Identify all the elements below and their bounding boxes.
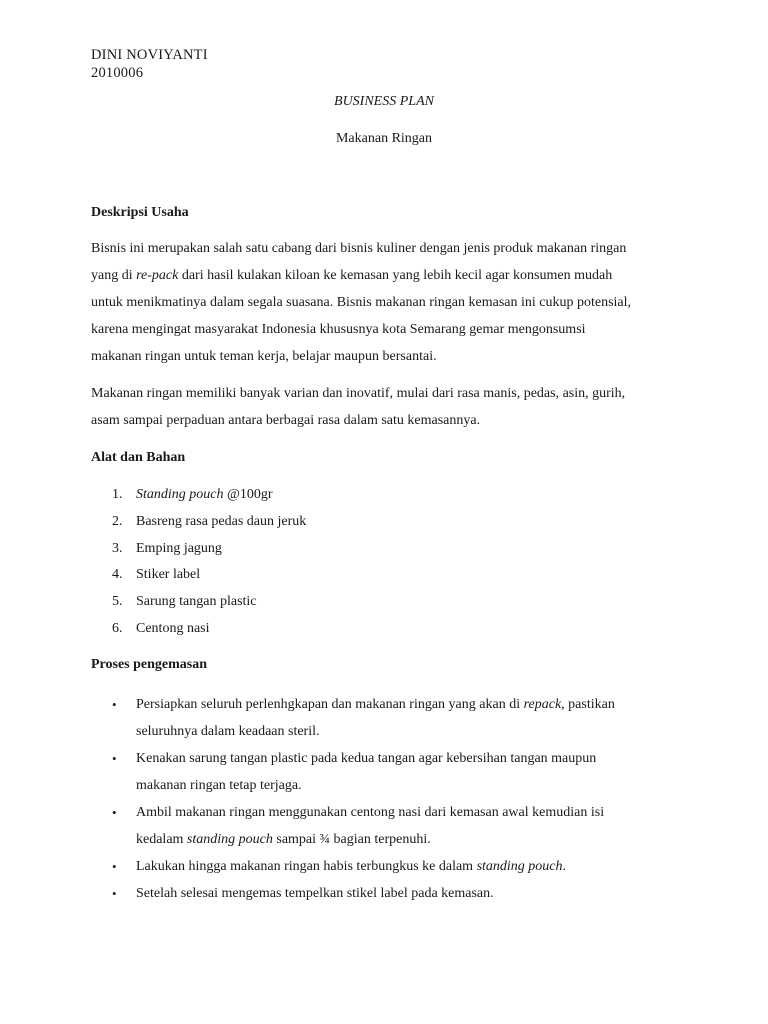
list-text: Stiker label xyxy=(136,567,201,583)
paragraph-line: yang di re-pack dari hasil kulakan kiloan ke kemasan yang lebih kecil agar konsumen mudah xyxy=(91,268,613,283)
italic-term: standing pouch xyxy=(476,859,563,874)
author-block xyxy=(91,46,208,82)
bullet-icon: • xyxy=(112,697,117,712)
list-number: 2. xyxy=(112,513,123,529)
list-number: 6. xyxy=(112,620,123,636)
document-subtitle: Makanan Ringan xyxy=(335,131,433,146)
list-text: Sarung tangan plastic xyxy=(136,594,257,610)
paragraph-line: Makanan ringan memiliki banyak varian dan inovatif, mulai dari rasa manis, pedas, asin, gurih, xyxy=(91,386,626,401)
list-number: 1. xyxy=(112,487,123,502)
bullet-icon: • xyxy=(112,886,117,901)
italic-term: standing pouch xyxy=(186,832,273,847)
list-number: 5. xyxy=(112,594,123,610)
bullet-icon: • xyxy=(112,751,117,766)
author-name: DINI NOVIYANTI xyxy=(91,47,208,63)
italic-term: repack xyxy=(523,697,562,712)
heading-proses-pengemasan: Proses pengemasan xyxy=(91,657,208,672)
bullet-icon: • xyxy=(112,805,117,820)
paragraph-description xyxy=(91,235,691,370)
list-item: • Setelah selesai mengemas tempelkan stikel label pada kemasan. xyxy=(91,880,691,907)
list-text: Basreng rasa pedas daun jeruk xyxy=(136,513,307,529)
list-text: Emping jagung xyxy=(136,540,222,556)
heading-deskripsi-usaha: Deskripsi Usaha xyxy=(91,205,189,220)
italic-term: Standing pouch xyxy=(136,487,224,502)
list-number: 4. xyxy=(112,567,123,583)
paragraph-variants xyxy=(91,380,691,434)
document-title: BUSINESS PLAN xyxy=(334,94,434,109)
list-text: @100gr xyxy=(223,487,273,502)
list-item: • Lakukan hingga makanan ringan habis terbungkus ke dalam standing pouch. xyxy=(91,853,691,880)
author-id: 2010006 xyxy=(91,65,144,81)
paragraph-line: asam sampai perpaduan antara berbagai rasa dalam satu kemasannya. xyxy=(91,413,481,428)
bullet-icon: • xyxy=(112,859,117,874)
paragraph-line: Bisnis ini merupakan salah satu cabang dari bisnis kuliner dengan jenis produk makanan ringan xyxy=(91,241,627,256)
paragraph-line: makanan ringan untuk teman kerja, belajar maupun bersantai. xyxy=(91,349,437,364)
list-item: • Persiapkan seluruh perlenhgkapan dan makanan ringan yang akan di repack, pastikan seluruhnya dalam keadaan steril. xyxy=(91,691,691,745)
packing-process-list xyxy=(91,691,691,907)
paragraph-line: karena mengingat masyarakat Indonesia khususnya kota Semarang gemar mengonsumsi xyxy=(91,322,586,337)
list-text: Centong nasi xyxy=(136,620,210,636)
paragraph-line: untuk menikmatinya dalam segala suasana. Bisnis makanan ringan kemasan ini cukup potensial, xyxy=(91,295,632,310)
list-item: • Kenakan sarung tangan plastic pada kedua tangan agar kebersihan tangan maupun makanan ringan tetap terjaga. xyxy=(91,745,691,799)
heading-alat-dan-bahan: Alat dan Bahan xyxy=(91,450,186,465)
italic-term: re-pack xyxy=(136,268,179,283)
list-item: • Ambil makanan ringan menggunakan centong nasi dari kemasan awal kemudian isi kedalam standing pouch sampai ¾ bagian terpenuhi. xyxy=(91,799,691,853)
list-number: 3. xyxy=(112,540,123,556)
